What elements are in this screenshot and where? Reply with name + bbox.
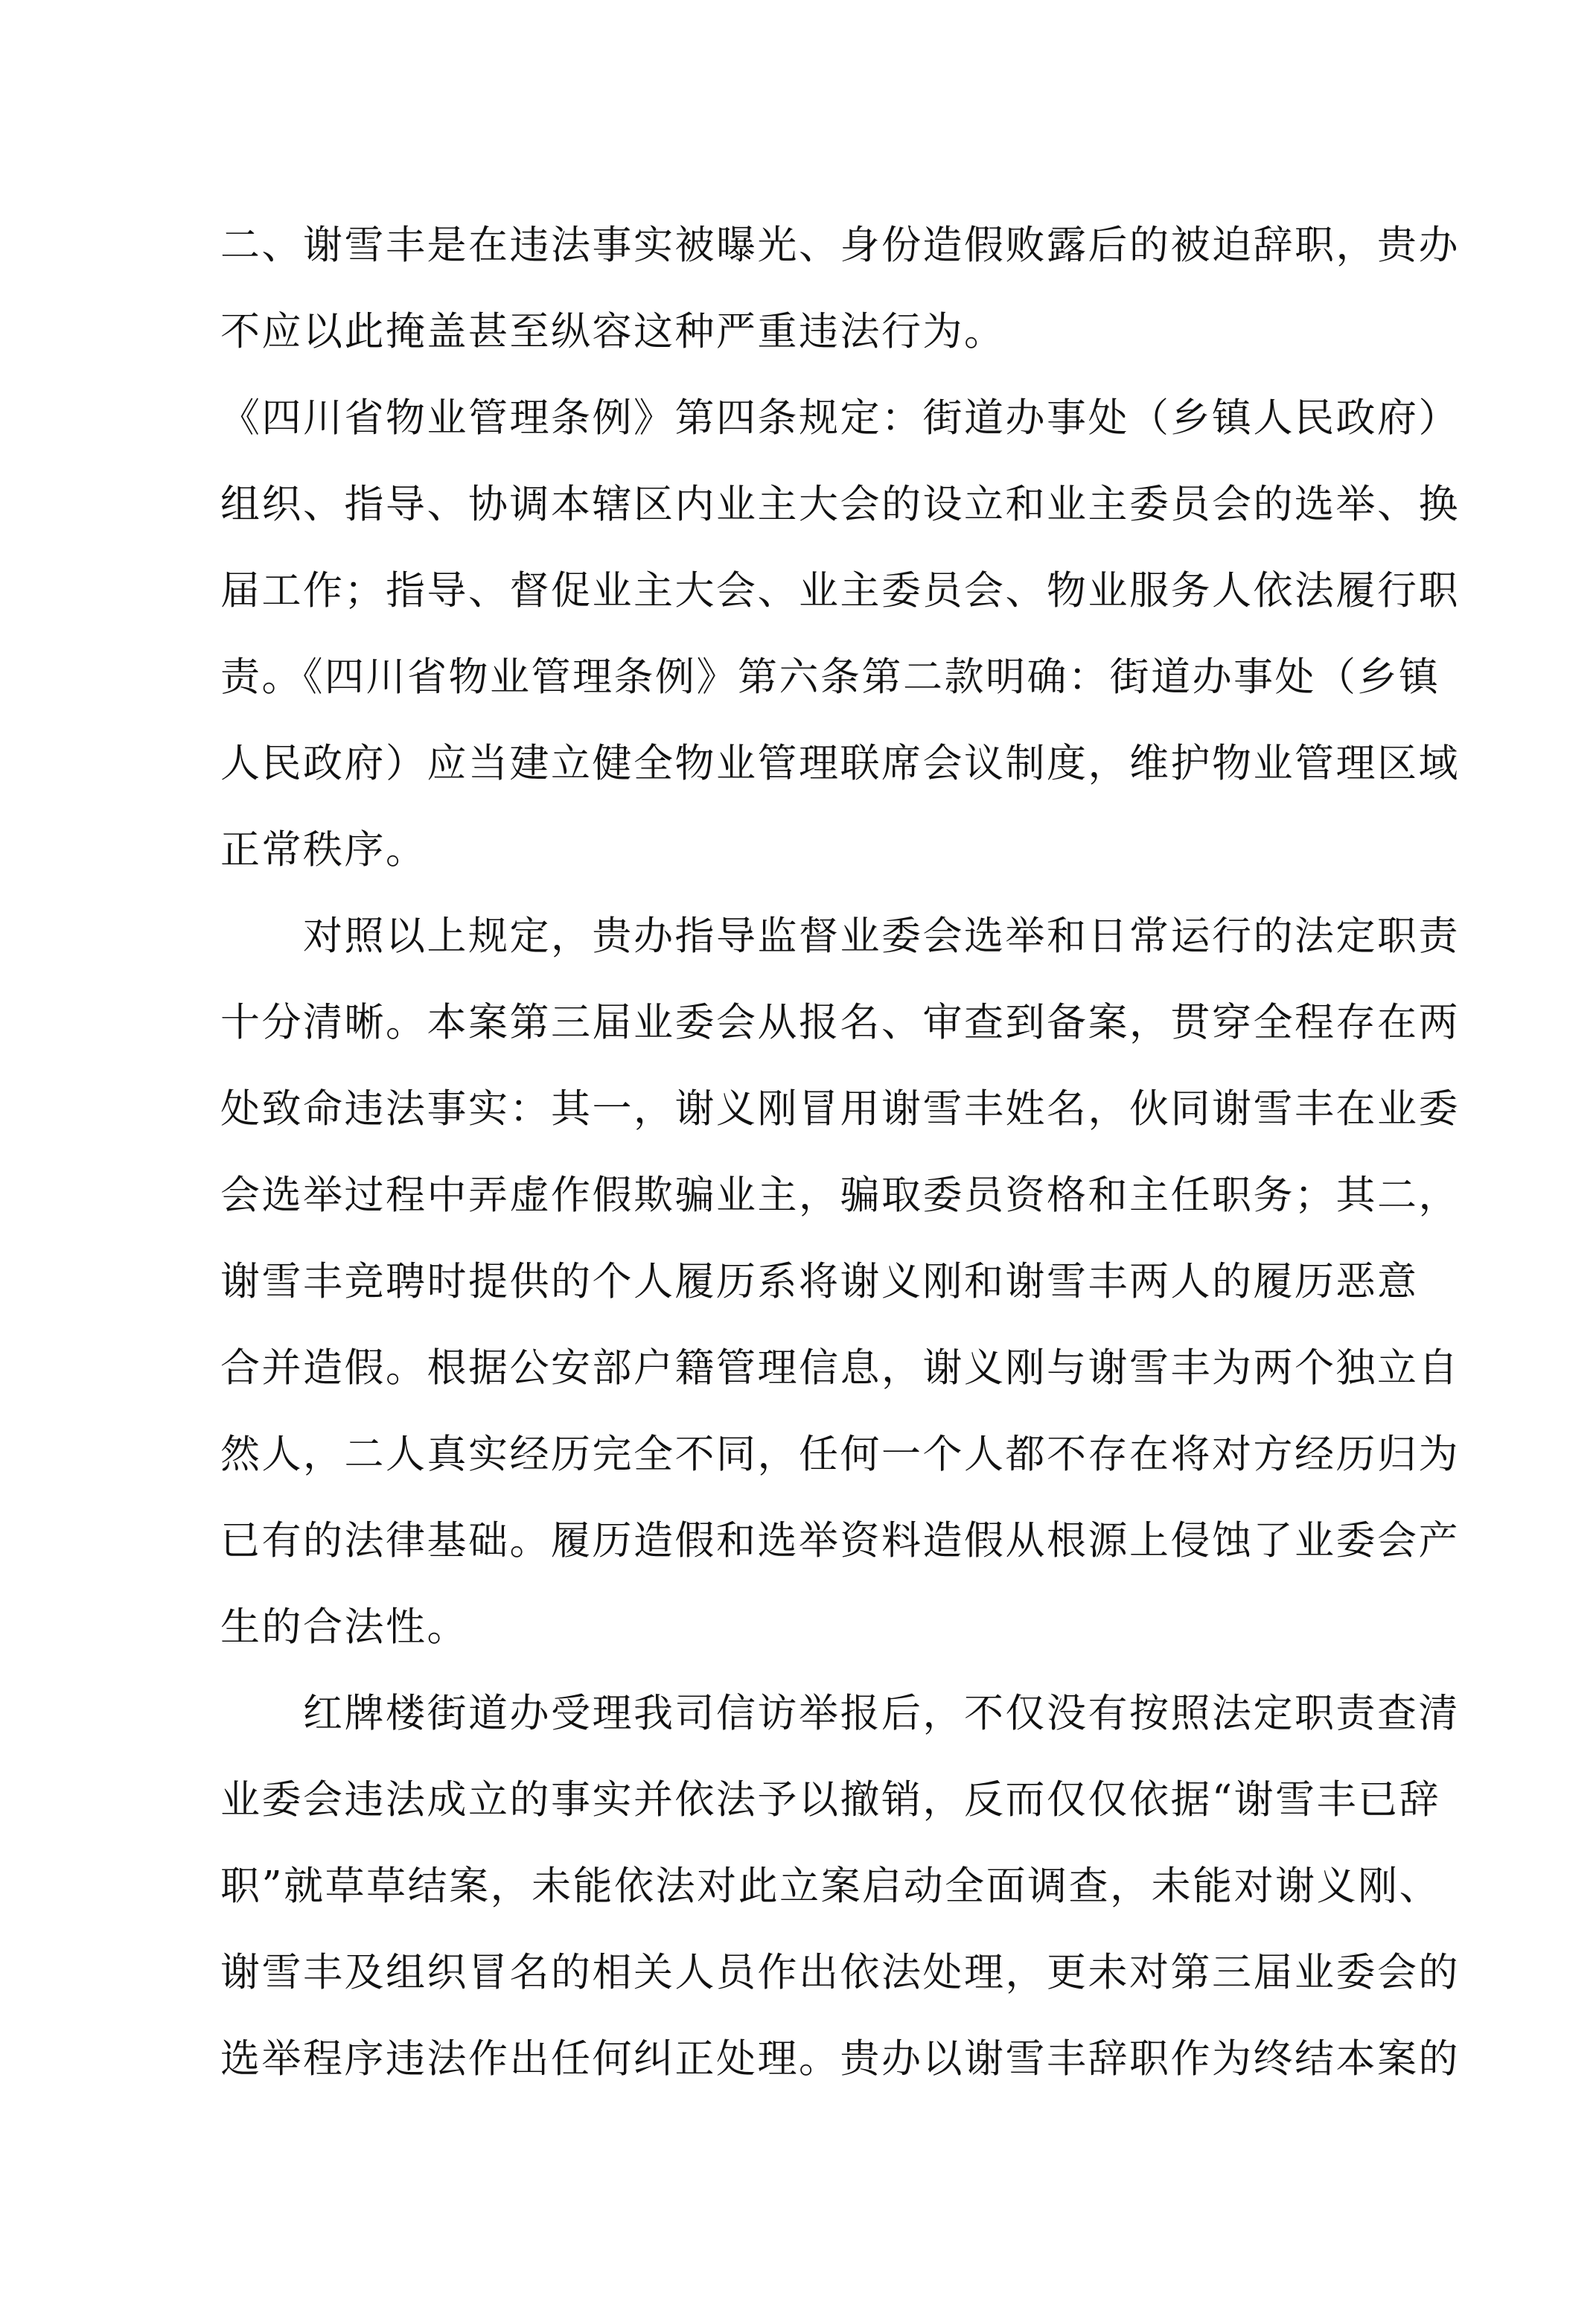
text-line: 不应以此掩盖甚至纵容这种严重违法行为。: [220, 309, 1006, 354]
text-line: 然人，二人真实经历完全不同，任何一个人都不存在将对方经历归为: [220, 1432, 1460, 1477]
text-line: 会选举过程中弄虚作假欺骗业主，骗取委员资格和主任职务；其二，: [220, 1173, 1460, 1218]
text-line: 选举程序违法作出任何纠正处理。贵办以谢雪丰辞职作为终结本案的: [220, 2036, 1460, 2082]
text-line: 二、谢雪丰是在违法事实被曝光、身份造假败露后的被迫辞职，贵办: [220, 223, 1460, 268]
text-line: 谢雪丰竞聘时提供的个人履历系将谢义刚和谢雪丰两人的履历恶意: [220, 1259, 1419, 1304]
text-line: 责。《四川省物业管理条例》第六条第二款明确：街道办事处（乡镇: [220, 654, 1440, 700]
text-line: 正常秩序。: [220, 827, 427, 873]
text-line: 谢雪丰及组织冒名的相关人员作出依法处理，更未对第三届业委会的: [220, 1950, 1460, 1995]
text-line: 合并造假。根据公安部户籍管理信息，谢义刚与谢雪丰为两个独立自: [220, 1345, 1460, 1391]
text-line: 人民政府）应当建立健全物业管理联席会议制度，维护物业管理区域: [220, 741, 1460, 786]
text-line: 组织、指导、协调本辖区内业主大会的设立和业主委员会的选举、换: [220, 482, 1460, 527]
text-line: 业委会违法成立的事实并依法予以撤销，反而仅仅依据“谢雪丰已辞: [220, 1777, 1441, 1823]
document-body: [220, 0, 1460, 2308]
text-line: 已有的法律基础。履历造假和选举资料造假从根源上侵蚀了业委会产: [220, 1518, 1460, 1563]
text-line: 对照以上规定，贵办指导监督业委会选举和日常运行的法定职责: [220, 914, 1460, 959]
text-line: 届工作；指导、督促业主大会、业主委员会、物业服务人依法履行职: [220, 568, 1460, 613]
text-line: 职”就草草结案，未能依法对此立案启动全面调查，未能对谢义刚、: [220, 1864, 1441, 1909]
text-line: 生的合法性。: [220, 1604, 468, 1650]
text-line: 红牌楼街道办受理我司信访举报后，不仅没有按照法定职责查清: [220, 1691, 1460, 1736]
text-line: 处致命违法事实：其一，谢义刚冒用谢雪丰姓名，伙同谢雪丰在业委: [220, 1086, 1460, 1132]
text-line: 十分清晰。本案第三届业委会从报名、审查到备案，贯穿全程存在两: [220, 1000, 1460, 1045]
text-line: 《四川省物业管理条例》第四条规定：街道办事处（乡镇人民政府）: [220, 395, 1460, 441]
